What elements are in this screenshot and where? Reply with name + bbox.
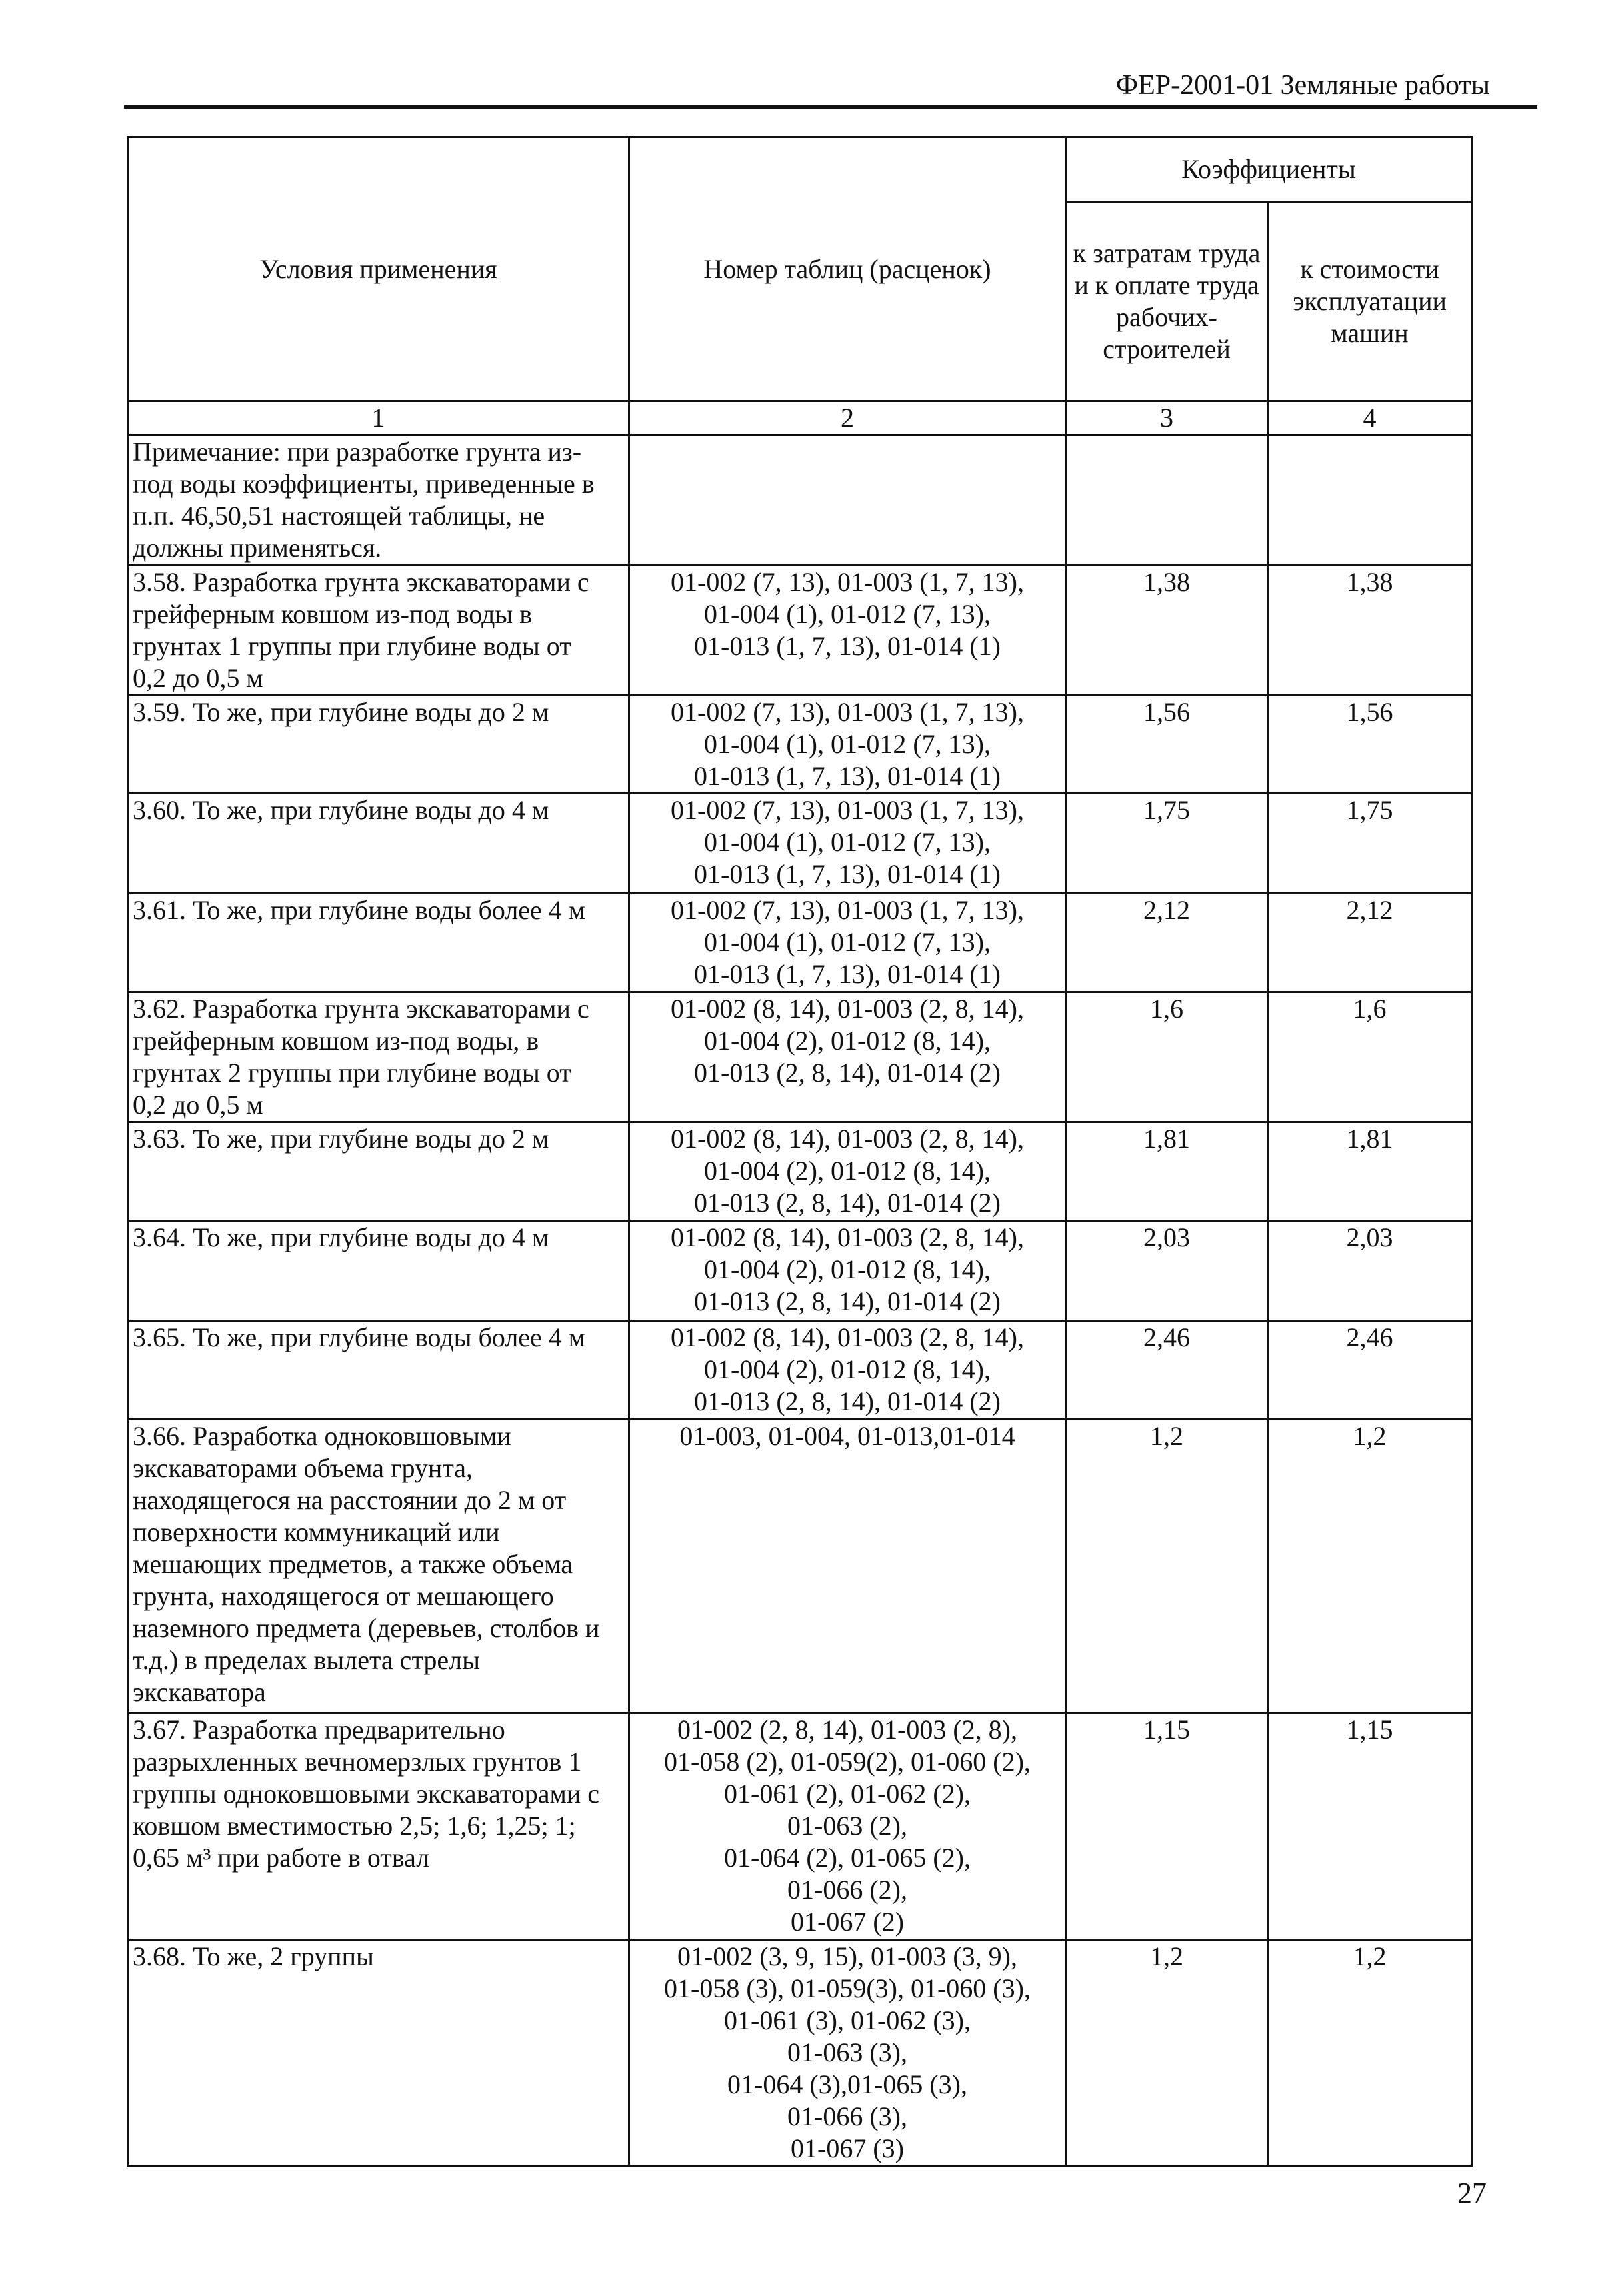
table-row bbox=[128, 794, 1472, 894]
table-numbers-cell bbox=[629, 435, 1066, 565]
table-numbers-line: 01-013 (2, 8, 14), 01-014 (2) bbox=[694, 1286, 1001, 1316]
condition-line: 3.58. Разработка грунта экскаваторами с bbox=[133, 567, 589, 597]
table-numbers-line: 01-002 (8, 14), 01-003 (2, 8, 14), bbox=[671, 994, 1024, 1024]
condition-line: 3.67. Разработка предварительно bbox=[133, 1714, 505, 1745]
header-conditions: Условия применения bbox=[128, 137, 629, 401]
table-numbers-line: 01-002 (7, 13), 01-003 (1, 7, 13), bbox=[671, 697, 1024, 727]
document-header: ФЕР-2001-01 Земляные работы bbox=[1115, 70, 1490, 101]
table-row bbox=[128, 1122, 1472, 1221]
labor-coefficient-cell: 1,38 bbox=[1066, 565, 1268, 696]
condition-line: 3.68. То же, 2 группы bbox=[133, 1941, 374, 1971]
column-number: 2 bbox=[629, 401, 1066, 435]
machines-coefficient-cell: 2,03 bbox=[1268, 1221, 1472, 1321]
page-number: 27 bbox=[1457, 2177, 1487, 2209]
condition-line: п.п. 46,50,51 настоящей таблицы, не bbox=[133, 501, 545, 531]
labor-coefficient-cell: 1,15 bbox=[1066, 1713, 1268, 1940]
table-numbers-cell bbox=[629, 1321, 1066, 1420]
condition-line: 0,2 до 0,5 м bbox=[133, 663, 263, 693]
condition-line: находящегося на расстоянии до 2 м от bbox=[133, 1485, 567, 1515]
condition-line: грейферным ковшом из-под воды в bbox=[133, 599, 533, 629]
table-numbers-line: 01-067 (3) bbox=[791, 2133, 904, 2163]
condition-cell bbox=[128, 1420, 629, 1713]
table-numbers-line: 01-004 (1), 01-012 (7, 13), bbox=[704, 927, 991, 957]
condition-line: группы одноковшовыми экскаваторами с bbox=[133, 1779, 599, 1809]
condition-line: 3.63. То же, при глубине воды до 2 м bbox=[133, 1124, 549, 1154]
table-numbers-line: 01-002 (2, 8, 14), 01-003 (2, 8), bbox=[677, 1714, 1017, 1745]
condition-cell bbox=[128, 1321, 629, 1420]
condition-line: поверхности коммуникаций или bbox=[133, 1517, 500, 1547]
table-numbers-line: 01-004 (1), 01-012 (7, 13), bbox=[704, 729, 991, 759]
machines-coefficient-cell: 1,15 bbox=[1268, 1713, 1472, 1940]
table-numbers-cell bbox=[629, 1420, 1066, 1713]
table-numbers-cell bbox=[629, 1940, 1066, 2166]
condition-line: экскаватора bbox=[133, 1677, 266, 1707]
table-numbers-line: 01-061 (3), 01-062 (3), bbox=[724, 2005, 971, 2035]
labor-coefficient-cell: 1,56 bbox=[1066, 696, 1268, 794]
table-numbers-line: 01-004 (2), 01-012 (8, 14), bbox=[704, 1254, 991, 1284]
table-numbers-line: 01-013 (1, 7, 13), 01-014 (1) bbox=[694, 959, 1001, 989]
header-rule bbox=[124, 105, 1537, 109]
table-numbers-line: 01-013 (1, 7, 13), 01-014 (1) bbox=[694, 761, 1001, 791]
labor-coefficient-cell: 2,12 bbox=[1066, 894, 1268, 992]
labor-coefficient-cell: 1,81 bbox=[1066, 1122, 1268, 1221]
condition-line: под воды коэффициенты, приведенные в bbox=[133, 469, 595, 499]
condition-cell bbox=[128, 992, 629, 1122]
labor-coefficient-cell: 1,6 bbox=[1066, 992, 1268, 1122]
condition-cell bbox=[128, 435, 629, 565]
column-number-row bbox=[128, 401, 1472, 435]
table-row bbox=[128, 992, 1472, 1122]
table-row bbox=[128, 1713, 1472, 1940]
table-numbers-line: 01-066 (3), bbox=[787, 2101, 907, 2131]
labor-coefficient-cell: 1,2 bbox=[1066, 1420, 1268, 1713]
coefficients-table bbox=[127, 136, 1473, 2167]
labor-coefficient-cell: 2,03 bbox=[1066, 1221, 1268, 1321]
table-numbers-line: 01-058 (2), 01-059(2), 01-060 (2), bbox=[664, 1747, 1031, 1777]
condition-line: мешающих предметов, а также объема bbox=[133, 1549, 573, 1579]
condition-line: 3.66. Разработка одноковшовыми bbox=[133, 1421, 511, 1451]
table-numbers-cell bbox=[629, 1122, 1066, 1221]
machines-coefficient-cell: 1,38 bbox=[1268, 565, 1472, 696]
machines-coefficient-cell: 1,81 bbox=[1268, 1122, 1472, 1221]
table-numbers-line: 01-058 (3), 01-059(3), 01-060 (3), bbox=[664, 1973, 1031, 2003]
table-row bbox=[128, 1940, 1472, 2166]
table-row bbox=[128, 894, 1472, 992]
column-number: 3 bbox=[1066, 401, 1268, 435]
machines-coefficient-cell: 1,2 bbox=[1268, 1420, 1472, 1713]
condition-cell bbox=[128, 894, 629, 992]
header-labor-line: и к оплате труда bbox=[1074, 270, 1259, 300]
machines-coefficient-cell: 1,75 bbox=[1268, 794, 1472, 894]
table-numbers-line: 01-002 (3, 9, 15), 01-003 (3, 9), bbox=[677, 1941, 1017, 1971]
machines-coefficient-cell: 2,46 bbox=[1268, 1321, 1472, 1420]
labor-coefficient-cell bbox=[1066, 435, 1268, 565]
header-labor-line: строителей bbox=[1103, 334, 1231, 364]
table-numbers-cell bbox=[629, 992, 1066, 1122]
table-row bbox=[128, 696, 1472, 794]
table-row bbox=[128, 435, 1472, 565]
labor-coefficient-cell: 2,46 bbox=[1066, 1321, 1268, 1420]
condition-line: 3.60. То же, при глубине воды до 4 м bbox=[133, 795, 549, 825]
table-numbers-line: 01-002 (8, 14), 01-003 (2, 8, 14), bbox=[671, 1124, 1024, 1154]
condition-line: экскаваторами объема грунта, bbox=[133, 1453, 473, 1483]
table-numbers-line: 01-004 (2), 01-012 (8, 14), bbox=[704, 1156, 991, 1186]
table-row bbox=[128, 565, 1472, 696]
table-numbers-line: 01-013 (2, 8, 14), 01-014 (2) bbox=[694, 1188, 1001, 1218]
machines-coefficient-cell: 2,12 bbox=[1268, 894, 1472, 992]
condition-line: Примечание: при разработке грунта из- bbox=[133, 437, 582, 467]
column-number: 4 bbox=[1268, 401, 1472, 435]
condition-line: 3.64. То же, при глубине воды до 4 м bbox=[133, 1222, 549, 1252]
table-numbers-line: 01-061 (2), 01-062 (2), bbox=[724, 1779, 971, 1809]
header-machines-line: к стоимости bbox=[1300, 254, 1439, 284]
table-numbers-cell bbox=[629, 1713, 1066, 1940]
table-numbers-line: 01-063 (2), bbox=[787, 1811, 907, 1841]
machines-coefficient-cell bbox=[1268, 435, 1472, 565]
table-numbers-line: 01-013 (1, 7, 13), 01-014 (1) bbox=[694, 631, 1001, 661]
labor-coefficient-cell: 1,2 bbox=[1066, 1940, 1268, 2166]
condition-line: 0,65 м³ при работе в отвал bbox=[133, 1843, 430, 1873]
condition-line: ковшом вместимостью 2,5; 1,6; 1,25; 1; bbox=[133, 1811, 576, 1841]
table-numbers-line: 01-013 (2, 8, 14), 01-014 (2) bbox=[694, 1058, 1001, 1088]
table-numbers-line: 01-063 (3), bbox=[787, 2037, 907, 2067]
table-body bbox=[128, 435, 1472, 2166]
table-numbers-cell bbox=[629, 1221, 1066, 1321]
table-numbers-line: 01-003, 01-004, 01-013,01-014 bbox=[679, 1421, 1015, 1451]
condition-line: грунта, находящегося от мешающего bbox=[133, 1581, 554, 1611]
condition-line: грунтах 2 группы при глубине воды от bbox=[133, 1058, 571, 1088]
condition-line: т.д.) в пределах вылета стрелы bbox=[133, 1645, 480, 1675]
condition-line: наземного предмета (деревьев, столбов и bbox=[133, 1613, 600, 1643]
labor-coefficient-cell: 1,75 bbox=[1066, 794, 1268, 894]
header-labor-line: рабочих- bbox=[1116, 302, 1217, 332]
header-coefficients: Коэффициенты bbox=[1066, 137, 1472, 202]
table-numbers-line: 01-064 (2), 01-065 (2), bbox=[724, 1843, 971, 1873]
header-machines-line: эксплуатации bbox=[1293, 286, 1447, 316]
header-machines-line: машин bbox=[1331, 318, 1409, 348]
table-numbers-cell bbox=[629, 794, 1066, 894]
table-numbers-line: 01-066 (2), bbox=[787, 1875, 907, 1905]
table-numbers-line: 01-004 (2), 01-012 (8, 14), bbox=[704, 1026, 991, 1056]
condition-cell bbox=[128, 1221, 629, 1321]
table-numbers-cell bbox=[629, 696, 1066, 794]
table-numbers-line: 01-004 (1), 01-012 (7, 13), bbox=[704, 827, 991, 857]
table-numbers-line: 01-002 (7, 13), 01-003 (1, 7, 13), bbox=[671, 895, 1024, 925]
machines-coefficient-cell: 1,2 bbox=[1268, 1940, 1472, 2166]
header-labor-line: к затратам труда bbox=[1073, 238, 1261, 268]
table-row bbox=[128, 1221, 1472, 1321]
condition-cell bbox=[128, 1713, 629, 1940]
column-number: 1 bbox=[128, 401, 629, 435]
condition-line: 3.62. Разработка грунта экскаваторами с bbox=[133, 994, 589, 1024]
condition-line: 3.65. То же, при глубине воды более 4 м bbox=[133, 1322, 586, 1352]
table-row bbox=[128, 1420, 1472, 1713]
table-numbers-line: 01-002 (7, 13), 01-003 (1, 7, 13), bbox=[671, 567, 1024, 597]
table-numbers-line: 01-002 (8, 14), 01-003 (2, 8, 14), bbox=[671, 1222, 1024, 1252]
condition-cell bbox=[128, 1940, 629, 2166]
table-numbers-line: 01-064 (3),01-065 (3), bbox=[727, 2069, 967, 2099]
condition-line: грунтах 1 группы при глубине воды от bbox=[133, 631, 571, 661]
table-numbers-line: 01-002 (8, 14), 01-003 (2, 8, 14), bbox=[671, 1322, 1024, 1352]
condition-cell bbox=[128, 565, 629, 696]
header-table-numbers: Номер таблиц (расценок) bbox=[629, 137, 1066, 401]
table-numbers-line: 01-013 (1, 7, 13), 01-014 (1) bbox=[694, 859, 1001, 889]
condition-line: разрыхленных вечномерзлых грунтов 1 bbox=[133, 1747, 582, 1777]
table-numbers-line: 01-002 (7, 13), 01-003 (1, 7, 13), bbox=[671, 795, 1024, 825]
condition-cell bbox=[128, 794, 629, 894]
table-numbers-cell bbox=[629, 894, 1066, 992]
machines-coefficient-cell: 1,6 bbox=[1268, 992, 1472, 1122]
machines-coefficient-cell: 1,56 bbox=[1268, 696, 1472, 794]
table-numbers-cell bbox=[629, 565, 1066, 696]
table-numbers-line: 01-004 (1), 01-012 (7, 13), bbox=[704, 599, 991, 629]
table-row bbox=[128, 1321, 1472, 1420]
condition-line: грейферным ковшом из-под воды, в bbox=[133, 1026, 539, 1056]
condition-line: 3.61. То же, при глубине воды более 4 м bbox=[133, 895, 586, 925]
table-numbers-line: 01-004 (2), 01-012 (8, 14), bbox=[704, 1354, 991, 1384]
condition-line: должны применяться. bbox=[133, 533, 382, 563]
condition-line: 0,2 до 0,5 м bbox=[133, 1090, 263, 1120]
header-labor-coefficient bbox=[1066, 202, 1268, 401]
condition-cell bbox=[128, 696, 629, 794]
header-machines-coefficient bbox=[1268, 202, 1472, 401]
table-numbers-line: 01-013 (2, 8, 14), 01-014 (2) bbox=[694, 1386, 1001, 1416]
condition-line: 3.59. То же, при глубине воды до 2 м bbox=[133, 697, 549, 727]
table-numbers-line: 01-067 (2) bbox=[791, 1907, 904, 1937]
condition-cell bbox=[128, 1122, 629, 1221]
